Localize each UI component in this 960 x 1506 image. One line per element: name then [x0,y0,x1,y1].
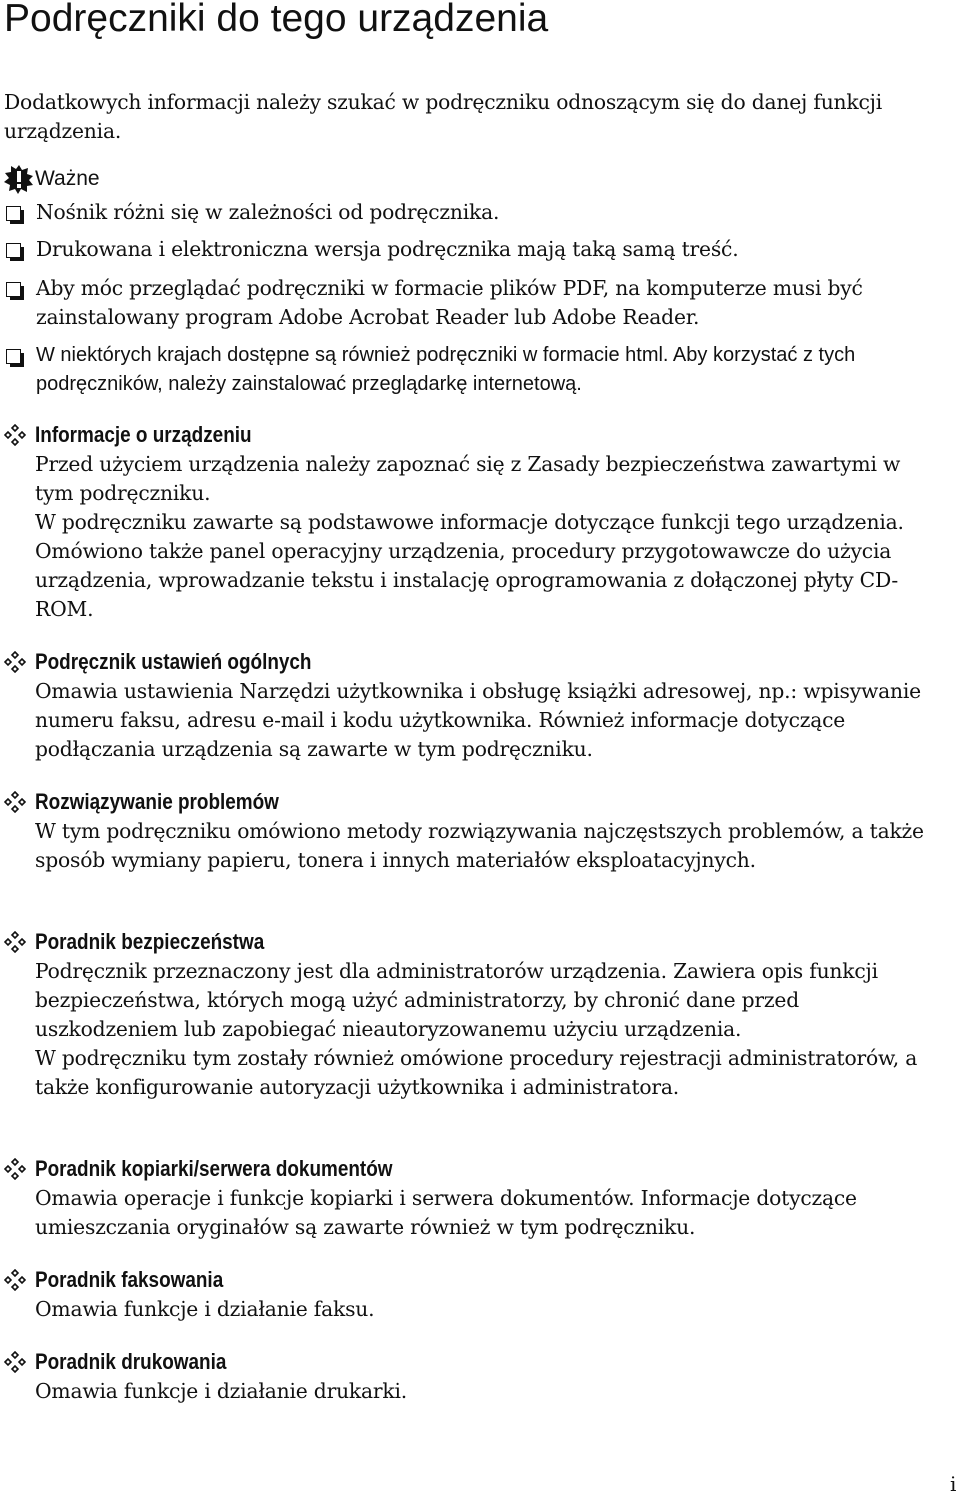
important-heading [4,164,100,194]
important-icon [4,164,34,194]
diamond-bullet-icon [4,651,26,673]
diamond-bullet-icon [4,1351,26,1373]
section-title: Informacje o urządzeniu [35,422,252,447]
manual-section [4,420,934,624]
section-heading [4,927,934,957]
section-text: W tym podręczniku omówiono metody rozwiązywania najczęstszych problemów, a także sposób wymiany papieru, tonera i innych materiałów eksploatacyjnych. [35,819,924,872]
section-title: Podręcznik ustawień ogólnych [35,649,312,674]
diamond-bullet-icon [4,1158,26,1180]
manual-section [4,1265,934,1324]
manual-section [4,787,934,875]
important-item-text: Aby móc przeglądać podręczniki w formacie plików PDF, na komputerze musi być zainstalowany program Adobe Acrobat Reader lub Adobe Reader. [36,276,863,329]
important-item-text: Drukowana i elektroniczna wersja podręcznika mają taką samą treść. [36,237,739,261]
diamond-bullet-icon [4,931,26,953]
page-title: Podręczniki do tego urządzenia [4,0,549,40]
important-item-text: W niektórych krajach dostępne są również podręczniki w formacie html. Aby korzystać z tych podręczników, należy zainstalować przeglądarkę internetową. [36,344,856,395]
diamond-bullet-icon [4,1269,26,1291]
checkbox-icon [6,206,21,221]
important-item [4,274,924,332]
section-title: Rozwiązywanie problemów [35,789,279,814]
page-number: i [950,1472,957,1496]
manual-section [4,1347,934,1406]
important-item [4,198,924,227]
section-heading [4,1265,934,1295]
section-title: Poradnik kopiarki/serwera dokumentów [35,1156,393,1181]
section-text: Przed użyciem urządzenia należy zapoznać się z Zasady bezpieczeństwa zawartymi w tym podręczniku. W podręczniku zawarte są podstawowe informacje dotyczące funkcji tego urządzenia. Omówiono także panel operacyjny urządzenia, procedury przygotowawcze do użycia urządzenia, wprowadzanie tekstu i instalację oprogramowania z dołączonej płyty CD-ROM. [35,452,904,621]
diamond-bullet-icon [4,791,26,813]
manual-section [4,1154,934,1242]
section-title: Poradnik faksowania [35,1267,224,1292]
section-heading [4,1154,934,1184]
section-heading [4,1347,934,1377]
section-title: Poradnik drukowania [35,1349,227,1374]
section-text: Omawia funkcje i działanie faksu. [35,1297,375,1321]
diamond-bullet-icon [4,424,26,446]
section-heading [4,787,934,817]
checkbox-icon [6,349,21,364]
manual-section [4,927,934,1102]
section-heading [4,647,934,677]
checkbox-icon [6,282,21,297]
intro-paragraph: Dodatkowych informacji należy szukać w podręczniku odnoszącym się do danej funkcji urządzenia. [4,90,883,143]
checkbox-icon [6,243,21,258]
section-text: Podręcznik przeznaczony jest dla administratorów urządzenia. Zawiera opis funkcji bezpieczeństwa, których mogą użyć administratorzy, by chronić dane przed uszkodzeniem lub zapobiegać nieautoryzowanemu użyciu urządzenia. W podręczniku tym zostały również omówione procedury rejestracji administratorów, a także konfigurowanie autoryzacji użytkownika i administratora. [35,959,918,1099]
manual-section [4,647,934,764]
section-text: Omawia operacje i funkcje kopiarki i serwera dokumentów. Informacje dotyczące umieszczania oryginałów są zawarte również w tym podręczniku. [35,1186,857,1239]
important-label: Ważne [35,167,100,190]
important-item-text: Nośnik różni się w zależności od podręcznika. [36,200,500,224]
section-text: Omawia funkcje i działanie drukarki. [35,1379,408,1403]
important-item [4,235,924,264]
important-item [4,341,924,399]
section-heading [4,420,934,450]
section-text: Omawia ustawienia Narzędzi użytkownika i obsługę książki adresowej, np.: wpisywanie numeru faksu, adresu e-mail i kodu użytkownika. Również informacje dotyczące podłączania urządzenia są zawarte w tym podręczniku. [35,679,921,761]
section-title: Poradnik bezpieczeństwa [35,929,265,954]
